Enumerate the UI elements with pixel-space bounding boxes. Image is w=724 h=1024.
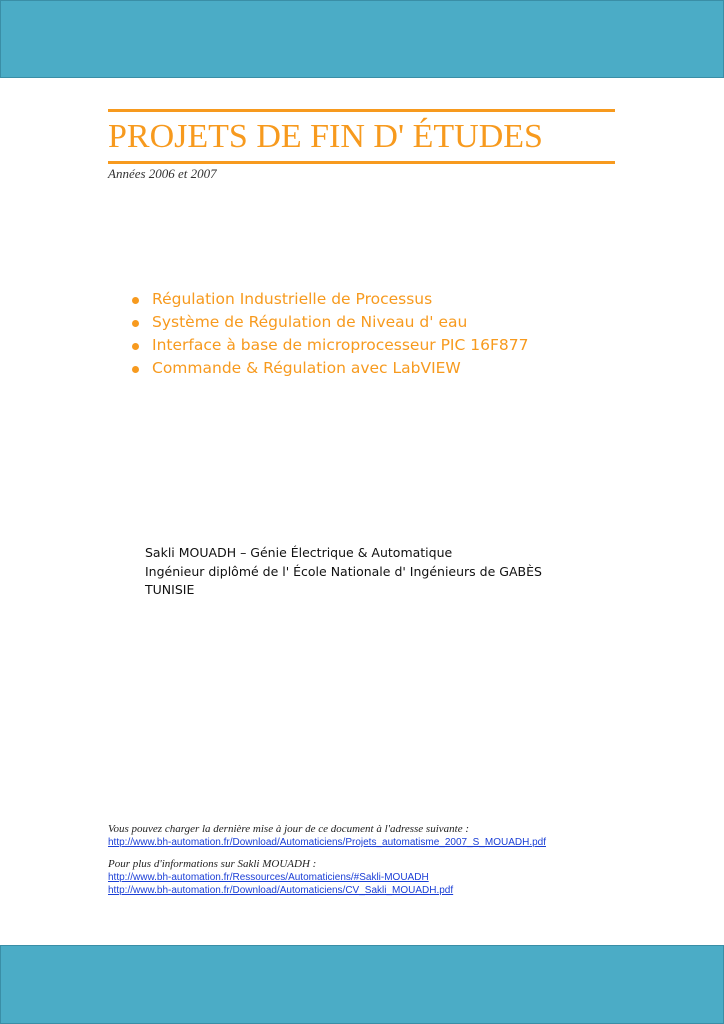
footer-block (108, 823, 546, 897)
page-title: PROJETS DE FIN D' ÉTUDES (108, 118, 543, 155)
list-item (130, 334, 528, 357)
top-header-band (0, 0, 724, 78)
title-bottom-rule (108, 161, 615, 164)
download-note: Vous pouvez charger la dernière mise à jour de ce document à l'adresse suivante : (108, 823, 469, 835)
bullet-icon (132, 343, 139, 350)
project-label: Interface à base de microprocesseur PIC 16F877 (152, 336, 529, 354)
list-item (130, 357, 528, 380)
page-subtitle: Années 2006 et 2007 (108, 166, 217, 181)
info-link-resources[interactable]: http://www.bh-automation.fr/Ressources/Automaticiens/#Sakli-MOUADH (108, 872, 429, 883)
project-label: Système de Régulation de Niveau d' eau (152, 313, 468, 331)
bullet-icon (132, 297, 139, 304)
author-block (145, 544, 542, 600)
info-note: Pour plus d'informations sur Sakli MOUADH : (108, 858, 317, 870)
author-name-line: Sakli MOUADH – Génie Électrique & Automatique (145, 545, 453, 560)
author-degree-line: Ingénieur diplômé de l' École Nationale d' Ingénieurs de GABÈS (145, 563, 542, 579)
title-block (108, 109, 615, 164)
bottom-footer-band (0, 945, 724, 1024)
info-link-cv[interactable]: http://www.bh-automation.fr/Download/Automaticiens/CV_Sakli_MOUADH.pdf (108, 885, 454, 896)
bullet-icon (132, 320, 139, 327)
author-country-line: TUNISIE (145, 582, 195, 597)
project-label: Commande & Régulation avec LabVIEW (152, 359, 461, 377)
project-list (130, 288, 528, 380)
project-label: Régulation Industrielle de Processus (152, 290, 433, 308)
title-top-rule (108, 109, 615, 112)
list-item (130, 288, 528, 311)
bullet-icon (132, 366, 139, 373)
footer-spacer (108, 849, 546, 858)
download-link[interactable]: http://www.bh-automation.fr/Download/Automaticiens/Projets_automatisme_2007_S_MOUADH.pdf (108, 837, 546, 848)
list-item (130, 311, 528, 334)
